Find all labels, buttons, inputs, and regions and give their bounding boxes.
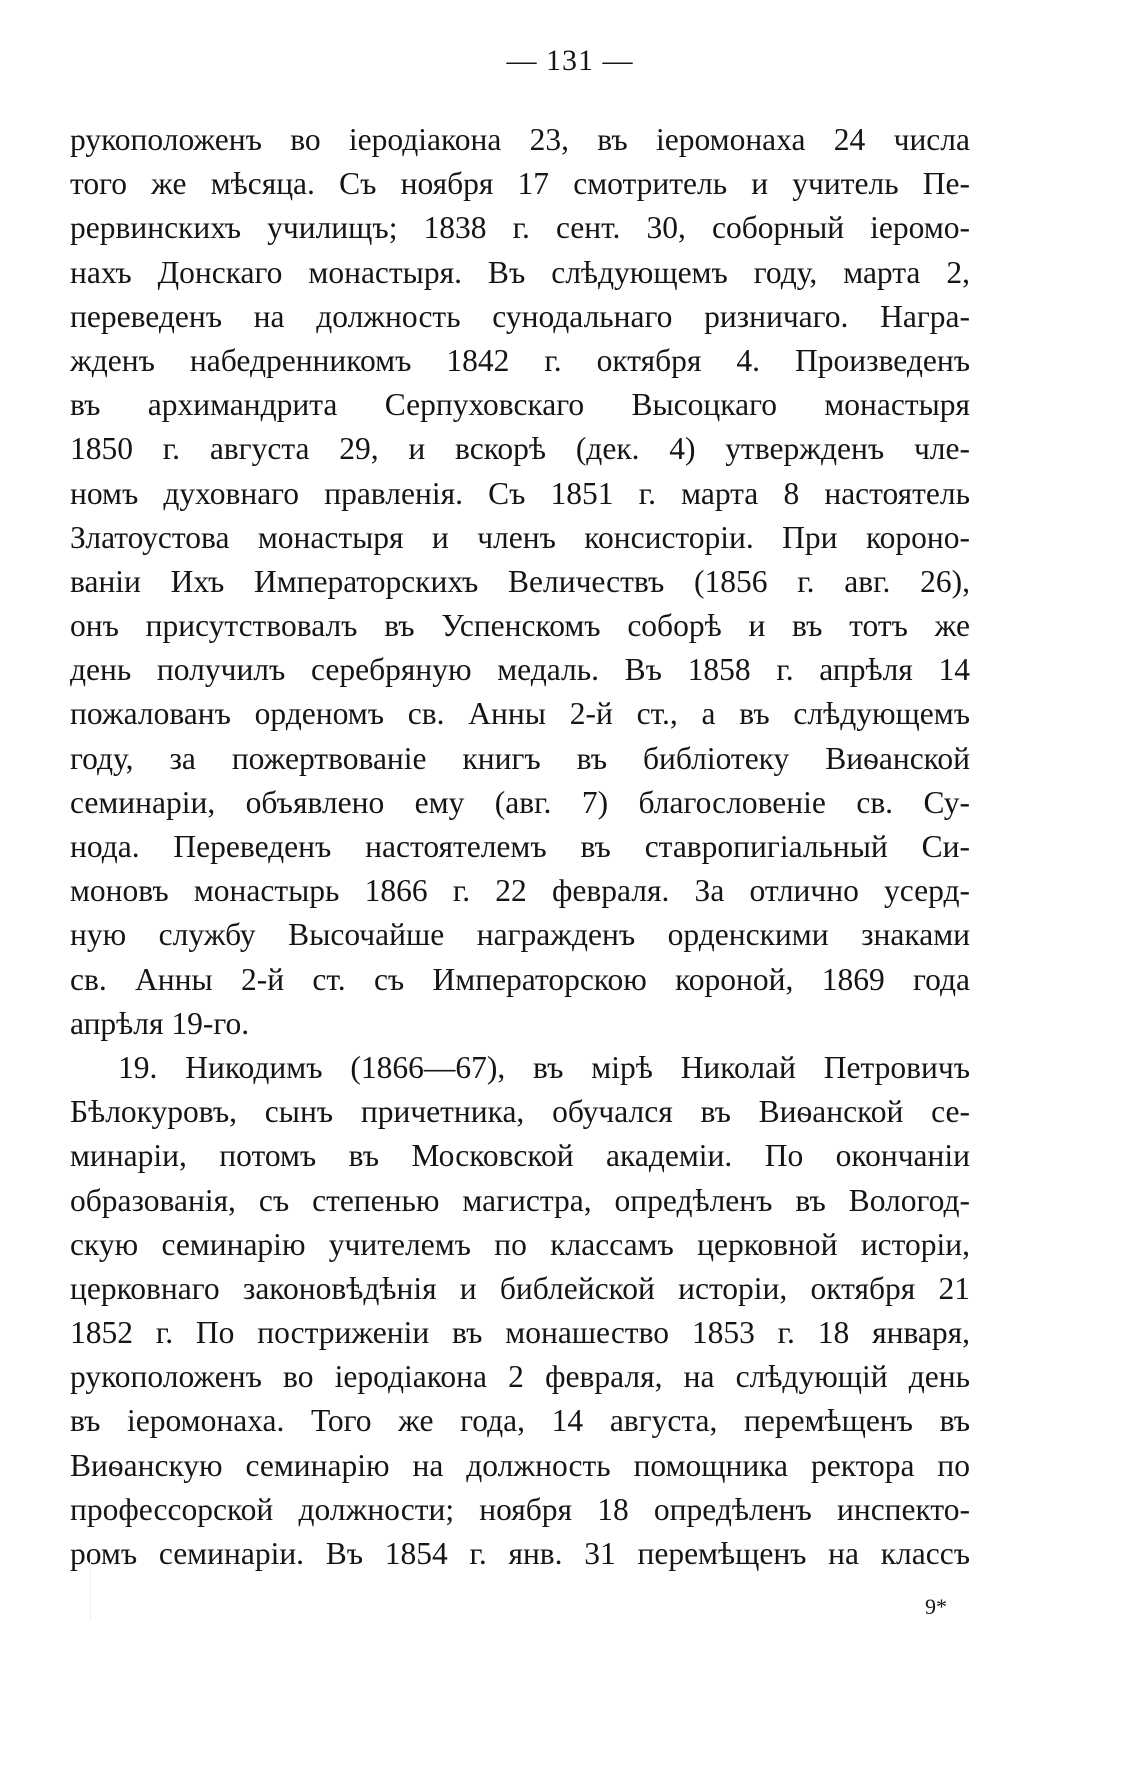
text-line: рукоположенъ во іеродіакона 2 февраля, на слѣдующій день [70,1359,970,1395]
text-line: въ архимандрита Серпуховскаго Высоцкаго монастыря [70,387,970,423]
text-line: переведенъ на должность сунодальнаго ризничаго. Награ- [70,298,970,334]
text-line: св. Анны 2-й ст. съ Императорскою короной, 1869 года [70,961,970,997]
text-line: Златоустова монастыря и членъ консисторіи. При короно- [70,519,970,555]
text-line: пожалованъ орденомъ св. Анны 2-й ст., а въ слѣдующемъ [70,696,970,732]
text-line: онъ присутствовалъ въ Успенскомъ соборѣ и въ тотъ же [70,608,970,644]
text-line: ную службу Высочайше награжденъ орденскими знаками [70,917,970,953]
text-line: минаріи, потомъ въ Московской академіи. По окончаніи [70,1138,970,1174]
page-number: — 131 — [506,44,634,77]
text-line: ромъ семинаріи. Въ 1854 г. янв. 31 перемѣщенъ на классъ [70,1536,970,1571]
margin-mark [90,1560,95,1620]
paragraph-1 [70,118,970,1046]
paragraph-2 [70,1046,970,1576]
text-line: апрѣля 19-го. [70,1005,250,1041]
text-line: церковнаго законовѣдѣнія и библейской исторіи, октября 21 [70,1270,970,1306]
text-line: рукоположенъ во іеродіакона 23, въ іеромонаха 24 числа [70,122,970,157]
signature-mark: 9* [925,1594,947,1619]
text-line: ваніи Ихъ Императорскихъ Величествъ (1856 г. авг. 26), [70,563,970,599]
text-line: 19. Никодимъ (1866—67), въ мірѣ Николай Петровичъ [118,1049,970,1085]
body-text [70,118,970,1576]
text-line: 1852 г. По постриженіи въ монашество 1853 г. 18 января, [70,1315,970,1351]
text-line: день получилъ серебряную медаль. Въ 1858 г. апрѣля 14 [70,652,970,688]
text-line: профессорской должности; ноября 18 опредѣленъ инспекто- [70,1491,970,1527]
text-line: 1850 г. августа 29, и вскорѣ (дек. 4) утвержденъ чле- [70,431,970,467]
text-line: семинаріи, объявлено ему (авг. 7) благословеніе св. Су- [70,784,970,820]
text-line: Виѳанскую семинарію на должность помощника ректора по [70,1447,970,1483]
text-line: номъ духовнаго правленія. Съ 1851 г. марта 8 настоятель [70,475,970,511]
text-line: рервинскихъ училищъ; 1838 г. сент. 30, соборный іеромо- [70,210,970,246]
text-line: нахъ Донскаго монастыря. Въ слѣдующемъ году, марта 2, [70,254,970,290]
text-line: того же мѣсяца. Съ ноября 17 смотритель и учитель Пе- [70,166,970,202]
text-line: образованія, съ степенью магистра, опредѣленъ въ Вологод- [70,1182,970,1218]
text-line: жденъ набедренникомъ 1842 г. октября 4. Произведенъ [70,342,970,378]
text-line: въ іеромонаха. Того же года, 14 августа, перемѣщенъ въ [70,1403,970,1439]
text-line: году, за пожертвованіе книгъ въ библіотеку Виѳанской [70,740,970,776]
text-line: нода. Переведенъ настоятелемъ въ ставропигіальный Си- [70,829,970,864]
text-line: моновъ монастырь 1866 г. 22 февраля. За отлично усерд- [70,873,970,909]
text-line: Бѣлокуровъ, сынъ причетника, обучался въ Виѳанской се- [70,1094,970,1130]
text-line: скую семинарію учителемъ по классамъ церковной исторіи, [70,1226,970,1262]
